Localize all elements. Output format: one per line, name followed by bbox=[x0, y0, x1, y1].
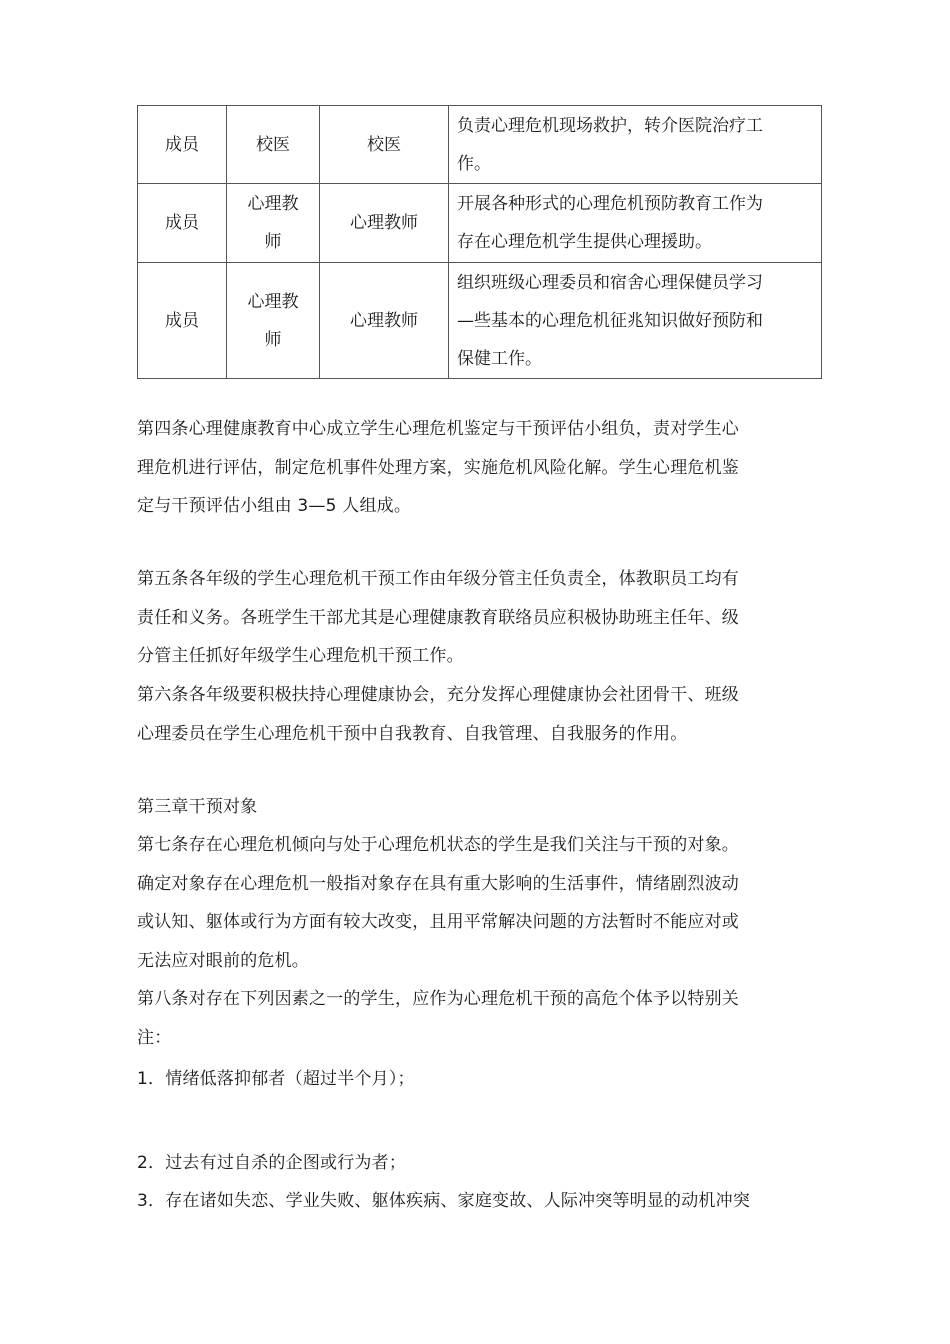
table-row bbox=[138, 263, 822, 379]
text-line: 第六条各年级要积极扶持心理健康协会，充分发挥心理健康协会社团骨干、班级 bbox=[137, 685, 739, 705]
chapter-title: 第三章干预对象 bbox=[137, 797, 258, 817]
person-cell: 心理教师 bbox=[320, 263, 449, 379]
article-7-paragraph bbox=[137, 826, 827, 980]
text-line: 心理委员在学生心理危机干预中自我教育、自我管理、自我服务的作用。 bbox=[137, 723, 688, 744]
text-line: 或认知、躯体或行为方面有较大改变，且用平常解决问题的方法暂时不能应对或 bbox=[137, 912, 739, 932]
article-4-paragraph bbox=[137, 410, 827, 526]
list-item bbox=[137, 1060, 827, 1099]
text-line: 无法应对眼前的危机。 bbox=[137, 950, 309, 971]
table-row bbox=[138, 184, 822, 263]
text-line: 第七条存在心理危机倾向与处于心理危机状态的学生是我们关注与干预的对象。 bbox=[137, 835, 739, 855]
position-line: 师 bbox=[264, 232, 282, 252]
duty-cell bbox=[449, 106, 822, 184]
chapter-3-heading bbox=[137, 788, 827, 827]
text-line: 确定对象存在心理危机一般指对象存在具有重大影响的生活事件，情绪剧烈波动 bbox=[137, 873, 739, 894]
duty-line: —些基本的心理危机征兆知识做好预防和 bbox=[457, 310, 763, 331]
text-line: 责任和义务。各班学生干部尤其是心理健康教育联络员应积极协助班主任年、级 bbox=[137, 607, 739, 628]
text-line: 理危机进行评估，制定危机事件处理方案，实施危机风险化解。学生心理危机鉴 bbox=[137, 457, 739, 478]
position-cell: 校医 bbox=[227, 106, 320, 184]
person-cell: 心理教师 bbox=[320, 184, 449, 263]
text-line: 第四条心理健康教育中心成立学生心理危机鉴定与干预评估小组负，责对学生心 bbox=[137, 419, 739, 439]
article-5-paragraph bbox=[137, 560, 827, 676]
text-line: 分管主任抓好年级学生心理危机干预工作。 bbox=[137, 646, 464, 666]
duty-cell bbox=[449, 184, 822, 263]
position-cell bbox=[227, 184, 320, 263]
duty-cell bbox=[449, 263, 822, 379]
person-cell: 校医 bbox=[320, 106, 449, 184]
position-line: 师 bbox=[264, 329, 282, 350]
table-row bbox=[138, 106, 822, 184]
duty-line: 组织班级心理委员和宿舍心理保健员学习 bbox=[457, 272, 763, 293]
article-6-paragraph bbox=[137, 676, 827, 753]
duty-line: 负责心理危机现场救护，转介医院治疗工 bbox=[457, 115, 763, 136]
position-cell bbox=[227, 263, 320, 379]
text-line: 第五条各年级的学生心理危机干预工作由年级分管主任负责全，体教职员工均有 bbox=[137, 569, 739, 589]
list-item bbox=[137, 1182, 827, 1221]
position-line: 心理教 bbox=[247, 194, 299, 214]
text-line: 定与干预评估小组由 3—5 人组成。 bbox=[137, 496, 412, 516]
duty-line: 存在心理危机学生提供心理援助。 bbox=[457, 232, 712, 252]
text-line: 注： bbox=[137, 1027, 172, 1048]
role-cell: 成员 bbox=[138, 106, 227, 184]
list-item-text: 2．过去有过自杀的企图或行为者； bbox=[137, 1153, 407, 1173]
duty-line: 开展各种形式的心理危机预防教育工作为 bbox=[457, 194, 763, 214]
role-cell: 成员 bbox=[138, 184, 227, 263]
duty-line: 作。 bbox=[457, 153, 491, 174]
crisis-team-table bbox=[137, 105, 822, 379]
duty-line: 保健工作。 bbox=[457, 348, 542, 369]
role-cell: 成员 bbox=[138, 263, 227, 379]
position-line: 心理教 bbox=[247, 291, 299, 312]
list-item bbox=[137, 1144, 827, 1183]
list-item-text: 1．情绪低落抑郁者（超过半个月）； bbox=[137, 1069, 415, 1089]
text-line: 第八条对存在下列因素之一的学生，应作为心理危机干预的高危个体予以特别关 bbox=[137, 989, 739, 1009]
article-8-paragraph bbox=[137, 980, 827, 1057]
list-item-text: 3．存在诸如失恋、学业失败、躯体疾病、家庭变故、人际冲突等明显的动机冲突 bbox=[137, 1191, 751, 1211]
